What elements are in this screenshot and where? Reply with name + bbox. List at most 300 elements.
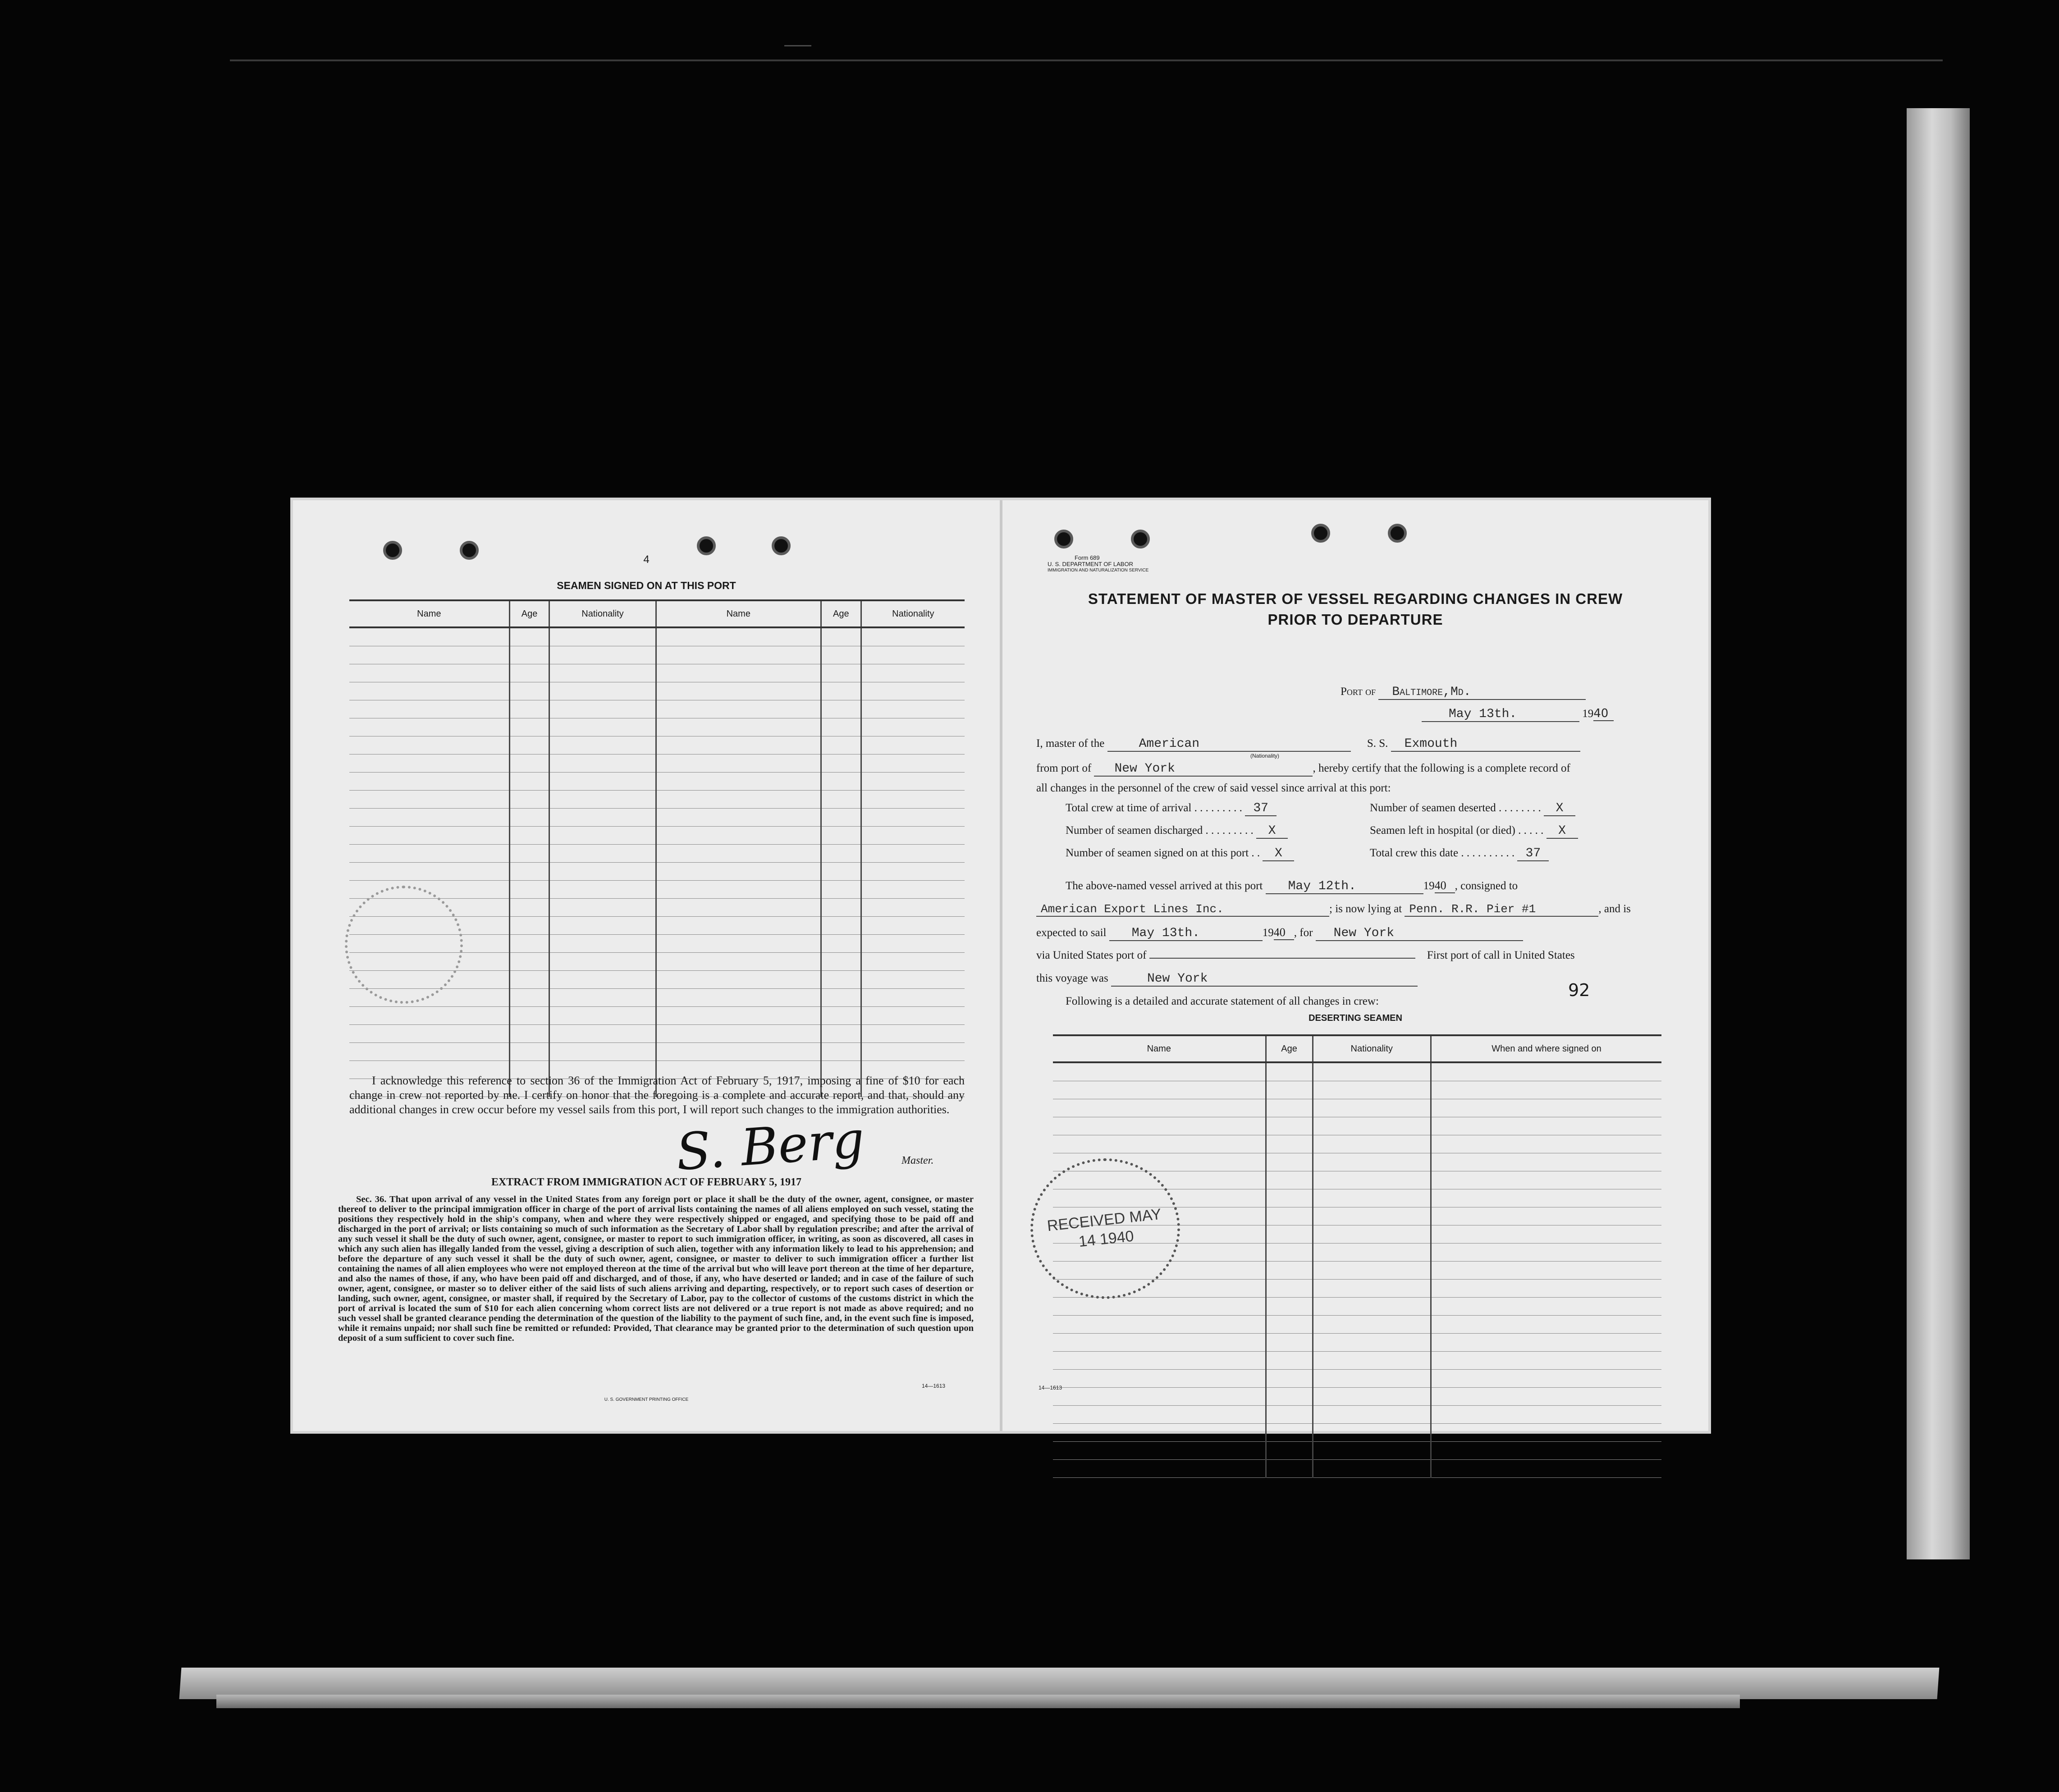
nationality-caption: (Nationality) <box>1250 753 1280 759</box>
table-cell <box>821 700 861 718</box>
table-cell <box>1431 1099 1661 1117</box>
table-cell <box>509 935 549 953</box>
total-crew-date-label: Total crew this date . . . . . . . . . . <box>1370 847 1515 859</box>
top-scan-mark <box>784 45 811 60</box>
table-row <box>349 881 965 899</box>
table-cell <box>861 899 965 917</box>
table-cell <box>656 1007 821 1025</box>
table-row <box>349 1025 965 1043</box>
table-cell <box>549 700 656 718</box>
table-cell <box>1313 1171 1431 1189</box>
port-row <box>1341 685 1586 700</box>
service: IMMIGRATION AND NATURALIZATION SERVICE <box>1048 568 1149 573</box>
discharged-label: Number of seamen discharged . . . . . . . . . <box>1066 824 1254 837</box>
table-cell <box>1313 1081 1431 1099</box>
discharged-value: X <box>1256 824 1288 839</box>
table-row <box>349 773 965 791</box>
table-cell <box>1053 1062 1266 1081</box>
table-cell <box>821 827 861 845</box>
table-cell <box>1266 1262 1313 1280</box>
table-cell <box>656 899 821 917</box>
table-cell <box>1313 1334 1431 1352</box>
date-row <box>1422 707 1614 722</box>
table-cell <box>549 863 656 881</box>
table-cell <box>1313 1117 1431 1135</box>
table-row <box>349 700 965 718</box>
table-cell <box>349 827 509 845</box>
table-cell <box>656 809 821 827</box>
table-cell <box>1266 1370 1313 1388</box>
table-row <box>349 736 965 754</box>
table-cell <box>349 627 509 646</box>
table-cell <box>656 791 821 809</box>
table-cell <box>1313 1099 1431 1117</box>
table-cell <box>509 791 549 809</box>
table-row <box>1053 1388 1661 1406</box>
signed-on-value: X <box>1263 846 1294 861</box>
port-label: Port of <box>1341 686 1376 698</box>
table-row <box>349 863 965 881</box>
table-cell <box>861 736 965 754</box>
table-cell <box>821 736 861 754</box>
table-cell <box>1431 1424 1661 1442</box>
expected-label: expected to sail <box>1036 927 1107 939</box>
table-cell <box>656 989 821 1007</box>
table-cell <box>1266 1298 1313 1316</box>
total-crew-arrival-row <box>1066 801 1277 816</box>
table-cell <box>1313 1424 1431 1442</box>
table-cell <box>656 863 821 881</box>
punch-hole <box>1311 524 1330 543</box>
table-row <box>1053 1135 1661 1153</box>
punch-hole <box>1054 530 1073 549</box>
table-cell <box>509 1043 549 1061</box>
table-cell <box>1266 1406 1313 1424</box>
for-label: , for <box>1294 927 1313 939</box>
table-cell <box>656 917 821 935</box>
from-port-value: New York <box>1094 762 1313 777</box>
form-code: 14—1613 <box>922 1383 946 1389</box>
table-cell <box>656 1043 821 1061</box>
table-cell <box>1053 1298 1266 1316</box>
year-value: 40 <box>1593 707 1614 721</box>
arrived-label: The above-named vessel arrived at this port <box>1066 880 1263 892</box>
deserted-value: X <box>1544 801 1575 816</box>
table-cell <box>349 791 509 809</box>
table-cell <box>1431 1117 1661 1135</box>
table-cell <box>1053 1370 1266 1388</box>
table-cell <box>1266 1081 1313 1099</box>
table-cell <box>821 809 861 827</box>
table-cell <box>349 754 509 773</box>
port-value: Baltimore,Md. <box>1378 685 1586 700</box>
table-cell <box>349 646 509 664</box>
received-stamp <box>1030 1158 1180 1299</box>
lying-at-label: ; is now lying at <box>1329 903 1402 915</box>
table-cell <box>349 718 509 736</box>
voyage-row <box>1036 972 1418 987</box>
table-cell <box>1266 1424 1313 1442</box>
table-row <box>1053 1117 1661 1135</box>
table-cell <box>861 881 965 899</box>
table-cell <box>1431 1316 1661 1334</box>
table-cell <box>549 809 656 827</box>
table-cell <box>1313 1280 1431 1298</box>
table-cell <box>549 935 656 953</box>
table-cell <box>1431 1243 1661 1262</box>
table-cell <box>656 627 821 646</box>
table-cell <box>1431 1081 1661 1099</box>
table-cell <box>1313 1370 1431 1388</box>
table-cell <box>821 917 861 935</box>
table-row <box>1053 1298 1661 1316</box>
table-cell <box>509 718 549 736</box>
table-cell <box>821 899 861 917</box>
table-cell <box>861 845 965 863</box>
punch-hole <box>1388 524 1407 543</box>
deserting-title: DESERTING SEAMEN <box>1309 1013 1402 1023</box>
column-header: Nationality <box>1313 1035 1431 1062</box>
table-cell <box>861 971 965 989</box>
table-cell <box>509 682 549 700</box>
table-cell <box>1266 1280 1313 1298</box>
table-cell <box>509 809 549 827</box>
table-row <box>349 754 965 773</box>
table-cell <box>349 1025 509 1043</box>
table-cell <box>861 827 965 845</box>
table-cell <box>861 791 965 809</box>
nationality-row <box>1036 737 1580 752</box>
table-cell <box>821 863 861 881</box>
table-cell <box>509 863 549 881</box>
table-cell <box>1313 1352 1431 1370</box>
table-cell <box>1431 1280 1661 1298</box>
table-cell <box>656 754 821 773</box>
table-row <box>1053 1062 1661 1081</box>
table-cell <box>1313 1135 1431 1153</box>
table-cell <box>549 917 656 935</box>
table-cell <box>1053 1460 1266 1478</box>
lying-at-value: Penn. R.R. Pier #1 <box>1405 902 1598 917</box>
hospital-label: Seamen left in hospital (or died) . . . . . <box>1370 824 1544 837</box>
form-code: 14—1613 <box>1039 1385 1062 1391</box>
table-cell <box>1313 1442 1431 1460</box>
table-cell <box>1313 1225 1431 1243</box>
table-cell <box>509 646 549 664</box>
table-cell <box>1053 1334 1266 1352</box>
total-crew-arrival-value: 37 <box>1245 801 1277 816</box>
total-crew-arrival-label: Total crew at time of arrival . . . . . . . . . <box>1066 802 1242 814</box>
table-cell <box>1266 1388 1313 1406</box>
table-cell <box>1266 1334 1313 1352</box>
top-scan-line <box>230 59 1943 61</box>
table-cell <box>861 682 965 700</box>
table-cell <box>549 718 656 736</box>
table-cell <box>1313 1406 1431 1424</box>
table-row <box>1053 1370 1661 1388</box>
table-row <box>349 682 965 700</box>
table-cell <box>821 664 861 682</box>
table-cell <box>861 700 965 718</box>
table-row <box>1053 1316 1661 1334</box>
column-header: Age <box>509 600 549 627</box>
table-cell <box>1266 1316 1313 1334</box>
table-cell <box>656 646 821 664</box>
paper-stack-bottom-lower <box>216 1695 1740 1708</box>
via-row <box>1036 949 1575 962</box>
table-cell <box>861 773 965 791</box>
table-cell <box>861 627 965 646</box>
table-cell <box>1431 1460 1661 1478</box>
table-row <box>349 1007 965 1025</box>
via-value-line <box>1149 958 1415 959</box>
department: U. S. DEPARTMENT OF LABOR <box>1048 561 1133 567</box>
table-cell <box>1266 1062 1313 1081</box>
table-cell <box>821 1007 861 1025</box>
table-cell <box>549 827 656 845</box>
table-cell <box>1053 1081 1266 1099</box>
table-cell <box>349 700 509 718</box>
table-cell <box>1431 1153 1661 1171</box>
table-cell <box>1266 1207 1313 1225</box>
table-cell <box>509 627 549 646</box>
table-cell <box>549 1043 656 1061</box>
consignee-value: American Export Lines Inc. <box>1036 902 1329 917</box>
ss-label: S. S. <box>1367 737 1388 750</box>
table-cell <box>1313 1262 1431 1280</box>
table-cell <box>861 646 965 664</box>
table-cell <box>549 682 656 700</box>
left-page <box>293 500 1000 1431</box>
table-row <box>349 646 965 664</box>
table-row <box>349 791 965 809</box>
column-header: When and where signed on <box>1431 1035 1661 1062</box>
from-port-row <box>1036 762 1570 777</box>
form-number: Form 689 <box>1075 554 1100 561</box>
seamen-signed-on-table <box>349 599 965 1097</box>
table-cell <box>549 881 656 899</box>
nationality-value: American <box>1107 737 1351 752</box>
table-cell <box>1313 1298 1431 1316</box>
table-cell <box>1313 1243 1431 1262</box>
table-cell <box>549 989 656 1007</box>
table-cell <box>1266 1189 1313 1207</box>
column-header: Name <box>656 600 821 627</box>
table-cell <box>1053 1135 1266 1153</box>
first-port-label: First port of call in United States <box>1427 949 1575 961</box>
via-label: via United States port of <box>1036 949 1147 961</box>
column-header: Age <box>821 600 861 627</box>
table-cell <box>861 935 965 953</box>
table-cell <box>861 863 965 881</box>
table-cell <box>1266 1117 1313 1135</box>
table-cell <box>656 935 821 953</box>
table-cell <box>656 881 821 899</box>
table-cell <box>1431 1207 1661 1225</box>
table-cell <box>349 809 509 827</box>
faded-seal-stamp <box>345 886 463 1004</box>
certify-text-continued: all changes in the personnel of the crew of said vessel since arrival at this port: <box>1036 782 1391 794</box>
table-cell <box>1313 1460 1431 1478</box>
table-cell <box>821 682 861 700</box>
table-cell <box>656 736 821 754</box>
total-crew-date-row <box>1370 846 1549 861</box>
arrived-year: 40 <box>1435 879 1455 893</box>
for-value: New York <box>1316 926 1523 941</box>
section-title: SEAMEN SIGNED ON AT THIS PORT <box>557 580 736 591</box>
consigned-to-label: , consigned to <box>1455 880 1518 892</box>
date-value: May 13th. <box>1422 707 1579 722</box>
table-cell <box>1313 1207 1431 1225</box>
table-cell <box>1431 1406 1661 1424</box>
printing-office: U. S. GOVERNMENT PRINTING OFFICE <box>604 1397 689 1402</box>
following-text: Following is a detailed and accurate statement of all changes in crew: <box>1066 995 1379 1007</box>
table-cell <box>549 773 656 791</box>
table-cell <box>1431 1298 1661 1316</box>
table-cell <box>861 989 965 1007</box>
table-cell <box>821 845 861 863</box>
table-row <box>1053 1099 1661 1117</box>
table-cell <box>1053 1352 1266 1370</box>
table-cell <box>861 1043 965 1061</box>
table-cell <box>821 754 861 773</box>
table-cell <box>349 773 509 791</box>
punch-hole <box>697 536 716 555</box>
table-cell <box>656 773 821 791</box>
table-cell <box>1431 1352 1661 1370</box>
form-title-line-1: STATEMENT OF MASTER OF VESSEL REGARDING CHANGES IN CREW <box>1088 590 1623 607</box>
form-title-line-2: PRIOR TO DEPARTURE <box>1267 611 1443 628</box>
table-cell <box>1053 1442 1266 1460</box>
column-header: Name <box>1053 1035 1266 1062</box>
column-header: Name <box>349 600 509 627</box>
expected-row <box>1036 926 1523 941</box>
deserted-label: Number of seamen deserted . . . . . . . . <box>1370 802 1541 814</box>
table-cell <box>861 754 965 773</box>
table-cell <box>549 627 656 646</box>
table-cell <box>821 881 861 899</box>
table-cell <box>1053 1117 1266 1135</box>
expected-date: May 13th. <box>1109 926 1263 941</box>
paper-stack-edge <box>1907 108 1970 1559</box>
punch-hole <box>772 536 791 555</box>
column-header: Age <box>1266 1035 1313 1062</box>
table-cell <box>656 718 821 736</box>
year-prefix: 19 <box>1582 708 1594 720</box>
table-row <box>349 845 965 863</box>
handwritten-number: 92 <box>1568 980 1590 1000</box>
signed-on-row <box>1066 846 1294 861</box>
table-cell <box>1266 1099 1313 1117</box>
table-cell <box>1266 1171 1313 1189</box>
table-cell <box>656 845 821 863</box>
table-cell <box>821 1025 861 1043</box>
table-cell <box>1266 1225 1313 1243</box>
table-cell <box>349 1043 509 1061</box>
table-cell <box>656 700 821 718</box>
expected-year: 40 <box>1274 926 1294 940</box>
table-cell <box>861 718 965 736</box>
received-stamp-text: RECEIVED MAY 14 1940 <box>1046 1205 1162 1251</box>
table-row <box>349 827 965 845</box>
table-cell <box>1431 1334 1661 1352</box>
arrival-row <box>1066 879 1518 894</box>
table-row <box>1053 1442 1661 1460</box>
table-cell <box>509 989 549 1007</box>
table-cell <box>1053 1406 1266 1424</box>
and-is-label: , and is <box>1598 903 1631 915</box>
table-cell <box>821 791 861 809</box>
table-cell <box>1313 1316 1431 1334</box>
table-cell <box>549 899 656 917</box>
table-cell <box>509 1025 549 1043</box>
table-cell <box>1431 1225 1661 1243</box>
voyage-value: New York <box>1111 972 1418 987</box>
table-cell <box>1313 1153 1431 1171</box>
table-cell <box>1431 1062 1661 1081</box>
page-number: 4 <box>643 553 650 566</box>
table-cell <box>1266 1135 1313 1153</box>
right-page <box>1002 500 1708 1431</box>
table-cell <box>821 646 861 664</box>
table-cell <box>549 953 656 971</box>
table-cell <box>349 845 509 863</box>
master-of-the-label: I, master of the <box>1036 737 1105 750</box>
table-cell <box>509 881 549 899</box>
table-cell <box>1266 1460 1313 1478</box>
table-cell <box>349 1007 509 1025</box>
table-cell <box>656 827 821 845</box>
table-cell <box>1431 1262 1661 1280</box>
table-cell <box>821 989 861 1007</box>
hospital-row <box>1370 824 1578 839</box>
table-cell <box>1431 1388 1661 1406</box>
table-cell <box>509 971 549 989</box>
table-row <box>349 809 965 827</box>
table-cell <box>509 1007 549 1025</box>
total-crew-date-value: 37 <box>1517 846 1549 861</box>
table-cell <box>656 971 821 989</box>
table-cell <box>656 953 821 971</box>
crew-statement-document <box>293 500 1708 1431</box>
table-cell <box>1053 1099 1266 1117</box>
table-cell <box>549 754 656 773</box>
table-row <box>1053 1424 1661 1442</box>
table-cell <box>1266 1243 1313 1262</box>
table-cell <box>509 827 549 845</box>
table-cell <box>509 736 549 754</box>
table-cell <box>549 971 656 989</box>
table-cell <box>349 736 509 754</box>
table-row <box>1053 1352 1661 1370</box>
table-cell <box>1053 1388 1266 1406</box>
table-cell <box>821 1043 861 1061</box>
table-cell <box>349 682 509 700</box>
column-header: Nationality <box>549 600 656 627</box>
table-cell <box>1053 1424 1266 1442</box>
master-signature: S. Berg <box>674 1110 866 1182</box>
table-row <box>1053 1334 1661 1352</box>
table-cell <box>1431 1189 1661 1207</box>
table-cell <box>1266 1352 1313 1370</box>
table-row <box>1053 1081 1661 1099</box>
table-cell <box>509 845 549 863</box>
table-cell <box>1431 1442 1661 1460</box>
extract-title: EXTRACT FROM IMMIGRATION ACT OF FEBRUARY 5, 1917 <box>491 1176 802 1188</box>
table-cell <box>1431 1171 1661 1189</box>
table-cell <box>549 664 656 682</box>
master-label: Master. <box>901 1155 934 1166</box>
